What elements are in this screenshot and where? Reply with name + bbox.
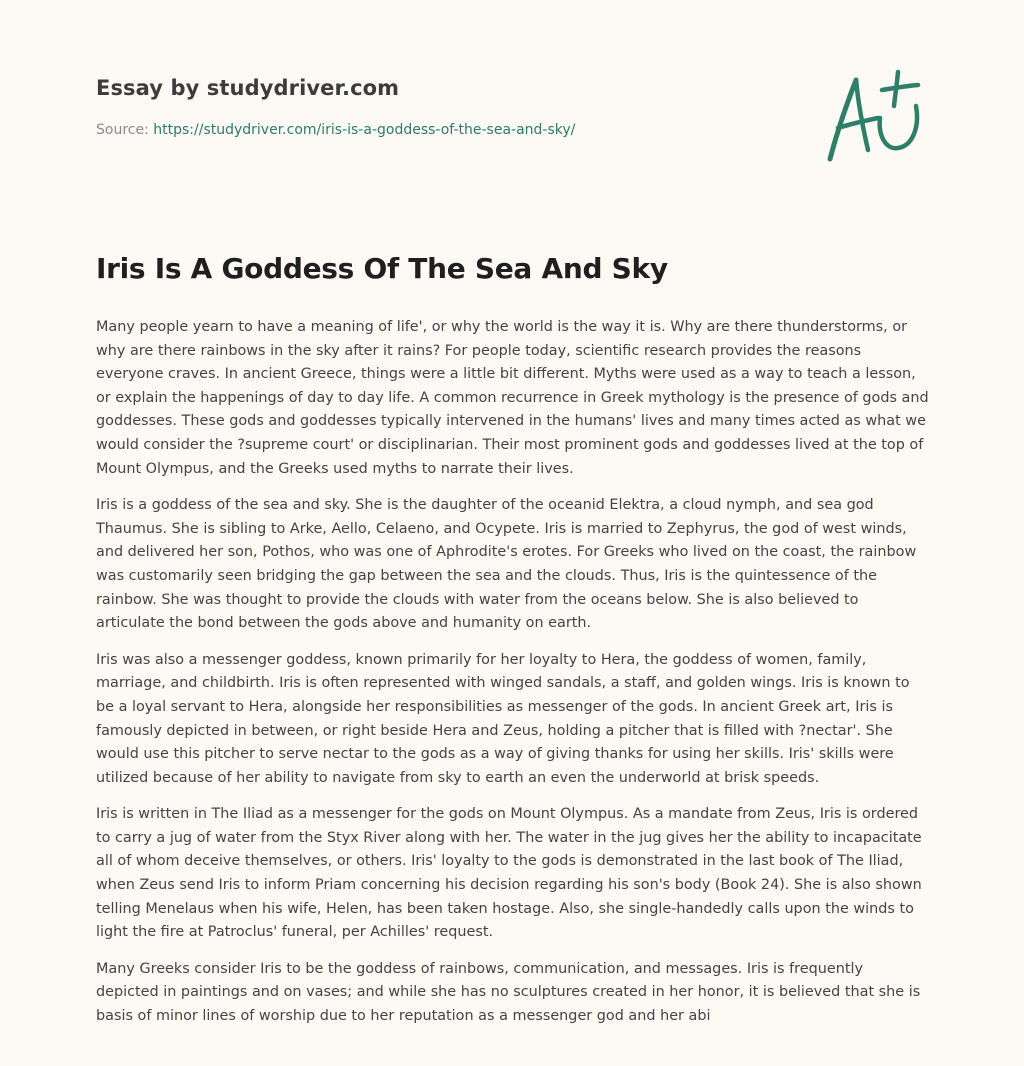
source-line (96, 122, 796, 138)
essay-paragraph: Many Greeks consider Iris to be the goddess of rainbows, communication, and messages. Iris is frequently depicted in paintings and on vases; and while she has no sculptures created in her honor, it is believed that she is basis of minor lines of worship due to her reputation as a messenger god and her abi (96, 960, 921, 1025)
essay-paragraph: Iris was also a messenger goddess, known primarily for her loyalty to Hera, the goddess of women, family, marriage, and childbirth. Iris is often represented with winged sandals, a staff, and golden wings. Iris is known to be a loyal servant to Hera, alongside her responsibilities as messenger of the gods. In ancient Greek art, Iris is famously depicted in between, or right beside Hera and Zeus, holding a pitcher that is filled with ?nectar'. She would use this pitcher to serve nectar to the gods as a way of giving thanks for using her skills. Iris' skills were utilized because of her ability to navigate from sky to earth an even the underworld at brisk speeds. (96, 651, 910, 786)
source-link[interactable]: https://studydriver.com/iris-is-a-goddess-of-the-sea-and-sky/ (153, 122, 576, 138)
essay-paragraph: Iris is written in The Iliad as a messenger for the gods on Mount Olympus. As a mandate from Zeus, Iris is ordered to carry a jug of water from the Styx River along with her. The water in the jug gives her the ability to incapacitate all of whom deceive themselves, or others. Iris' loyalty to the gods is demonstrated in the last book of The Iliad, when Zeus send Iris to inform Priam concerning his decision regarding his son's body (Book 24). She is also shown telling Menelaus when his wife, Helen, has been taken hostage. Also, she single-handedly calls upon the winds to light the fire at Patroclus' funeral, per Achilles' request. (96, 806, 922, 941)
essay-body (96, 316, 930, 1042)
site-brand: Essay by studydriver.com (96, 76, 400, 100)
essay-paragraph: Iris is a goddess of the sea and sky. She is the daughter of the oceanid Elektra, a cloud nymph, and sea god Thaumus. She is sibling to Arke, Aello, Celaeno, and Ocypete. Iris is married to Zephyrus, the god of west winds, and delivered her son, Pothos, who was one of Aphrodite's erotes. For Greeks who lived on the coast, the rainbow was customarily seen bridging the gap between the sea and the clouds. Thus, Iris is the quintessence of the rainbow. She was thought to provide the clouds with water from the oceans below. She is also believed to articulate the bond between the gods above and humanity on earth. (96, 497, 917, 632)
page-header (96, 76, 796, 138)
essay-paragraph: Many people yearn to have a meaning of life', or why the world is the way it is. Why are there thunderstorms, or why are there rainbows in the sky after it rains? For people today, scientific research provides the reasons everyone craves. In ancient Greece, things were a little bit different. Myths were used as a way to teach a lesson, or explain the happenings of day to day life. A common recurrence in Greek mythology is the presence of gods and goddesses. These gods and goddesses typically intervened in the humans' lives and many times acted as what we would consider the ?supreme court' or disciplinarian. Their most prominent gods and goddesses lived at the top of Mount Olympus, and the Greeks used myths to narrate their lives. (96, 319, 929, 477)
essay-title: Iris Is A Goddess Of The Sea And Sky (96, 252, 668, 285)
source-label: Source: (96, 122, 149, 138)
a-plus-logo-icon (822, 66, 928, 166)
